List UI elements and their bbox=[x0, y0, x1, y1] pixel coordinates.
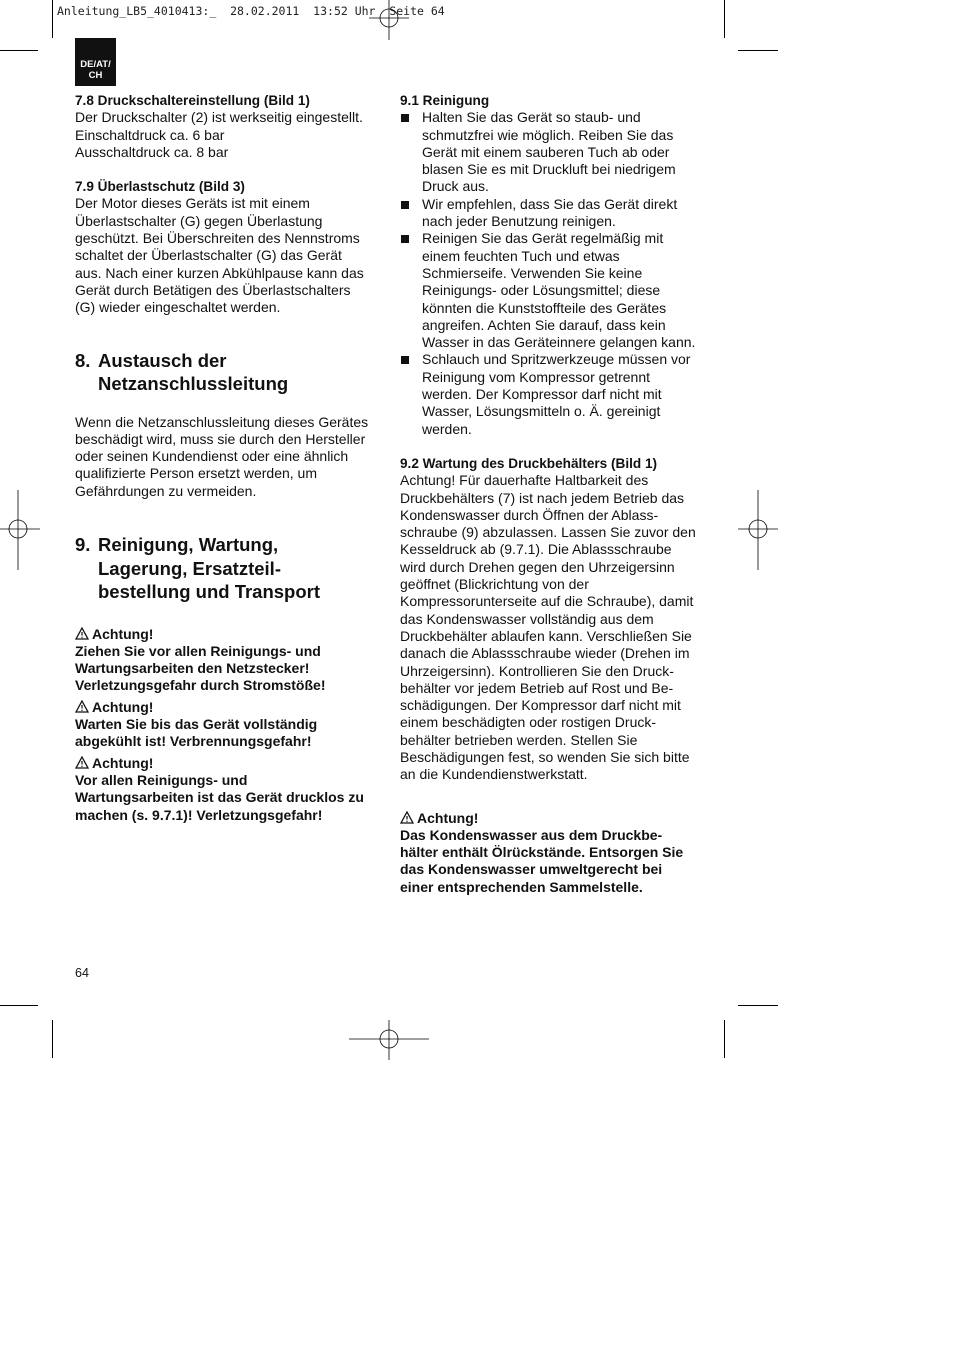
text-line: Ausschaltdruck ca. 8 bar bbox=[75, 143, 229, 160]
square-bullet-icon bbox=[401, 201, 409, 209]
crop-mark bbox=[738, 50, 778, 51]
text-line: nach jeder Benutzung reinigen. bbox=[422, 213, 616, 230]
text-line: Reinigungs- oder Lösungsmittel; diese bbox=[422, 282, 661, 299]
warning-line: Das Kondenswasser aus dem Druckbe- bbox=[400, 826, 663, 843]
text-line: Der Motor dieses Geräts ist mit einem bbox=[75, 195, 310, 212]
text-line: Gerät mit einem sauberen Tuch ab oder bbox=[422, 143, 670, 160]
chapter-heading bbox=[75, 533, 380, 604]
text-line: Kompressorunterseite auf die Schraube), damit bbox=[400, 593, 694, 610]
text-line: könnten die Kunststoffteile des Gerätes bbox=[422, 299, 667, 316]
text-line: Halten Sie das Gerät so staub- und bbox=[422, 109, 641, 126]
warning-line: abgekühlt ist! Verbrennungsgefahr! bbox=[75, 733, 312, 750]
page-number: 64 bbox=[75, 966, 89, 980]
warning-label: Achtung! bbox=[92, 698, 154, 715]
chapter-title-line: Lagerung, Ersatzteil- bbox=[98, 557, 281, 579]
badge-line: DE/AT/ bbox=[80, 59, 111, 70]
text-line: oder seinen Kundendienst oder eine ähnlich bbox=[75, 448, 349, 465]
bullet-list bbox=[400, 109, 705, 438]
text-line: (G) wieder eingeschaltet werden. bbox=[75, 299, 281, 316]
warning-triangle-icon bbox=[400, 811, 414, 824]
section-heading: 9.2 Wartung des Druckbehälters (Bild 1) bbox=[400, 455, 658, 471]
crop-mark bbox=[52, 0, 53, 38]
badge-line: CH bbox=[88, 70, 103, 81]
text-line: Gefährdungen zu vermeiden. bbox=[75, 482, 257, 499]
text-line: schraube (9) abzulassen. Lassen Sie zuvor den bbox=[400, 524, 696, 541]
text-line: Uhrzeigersinn). Kontrollieren Sie den Druck- bbox=[400, 662, 674, 679]
text-line: behälter betrieben werden. Stellen Sie bbox=[400, 731, 638, 748]
text-line: Kondenswasser durch Öffnen der Ablass- bbox=[400, 506, 659, 523]
crop-mark bbox=[738, 1005, 778, 1006]
right-column bbox=[400, 92, 705, 896]
warning-label: Achtung! bbox=[92, 754, 154, 771]
warning-line: das Kondenswasser umweltgerecht bei bbox=[400, 861, 663, 878]
warning-line: Ziehen Sie vor allen Reinigungs- und bbox=[75, 642, 321, 659]
crop-mark bbox=[0, 50, 38, 51]
warning-label: Achtung! bbox=[417, 809, 479, 826]
chapter-title-line: Reinigung, Wartung, bbox=[98, 534, 279, 556]
warning-triangle-icon bbox=[75, 756, 89, 769]
list-item bbox=[400, 196, 705, 231]
text-line: Druckbehälter ablaufen kann. Verschließen Sie bbox=[400, 627, 692, 644]
list-item bbox=[400, 351, 705, 437]
text-line: Der Druckschalter (2) ist werkseitig eingestellt. bbox=[75, 109, 363, 126]
text-line: Einschaltdruck ca. 6 bar bbox=[75, 126, 225, 143]
text-line: beschädigt wird, muss sie durch den Hersteller bbox=[75, 430, 366, 447]
warning-line: Wartungsarbeiten ist das Gerät drucklos zu bbox=[75, 789, 364, 806]
language-badge bbox=[75, 38, 116, 86]
warning-line: hälter enthält Ölrückstände. Entsorgen Sie bbox=[400, 844, 684, 861]
print-slug: Anleitung_LB5_4010413:_ 28.02.2011 13:52 Uhr Seite 64 bbox=[57, 4, 445, 18]
registration-mark-right-icon bbox=[738, 490, 778, 570]
crop-mark bbox=[724, 1020, 725, 1058]
text-line: qualifizierte Person ersetzt werden, um bbox=[75, 465, 317, 482]
text-line: Wasser, Lösungsmitteln o. Ä. gereinigt bbox=[422, 403, 661, 420]
text-line: schmutzfrei wie möglich. Reiben Sie das bbox=[422, 126, 674, 143]
warning-line: Vor allen Reinigungs- und bbox=[75, 771, 248, 788]
chapter-number: 9. bbox=[75, 534, 91, 556]
text-line: Beschädigungen fest, so wenden Sie sich bitte bbox=[400, 748, 690, 765]
warning-line: Wartungsarbeiten den Netzstecker! bbox=[75, 660, 310, 677]
text-line: Druck aus. bbox=[422, 178, 489, 195]
text-line: Reinigen Sie das Gerät regelmäßig mit bbox=[422, 230, 664, 247]
text-line: aus. Nach einer kurzen Abkühlpause kann das bbox=[75, 264, 364, 281]
crop-mark bbox=[52, 1020, 53, 1058]
text-line: blasen Sie es mit Druckluft bei niedrigem bbox=[422, 161, 676, 178]
text-line: das Kondenswasser vollständig aus dem bbox=[400, 610, 654, 627]
text-line: werden. Der Kompressor darf nicht mit bbox=[422, 386, 662, 403]
text-line: Kesseldruck ab (9.7.1). Die Ablassschraube bbox=[400, 541, 672, 558]
text-line: Wasser in das Geräteinnere gelangen kann. bbox=[422, 334, 696, 351]
warning-line: machen (s. 9.7.1)! Verletzungsgefahr! bbox=[75, 806, 323, 823]
text-line: Druckbehälters (7) ist nach jedem Betrieb das bbox=[400, 489, 685, 506]
text-line: werden. bbox=[422, 420, 472, 437]
text-line: schaltet der Überlastschalter (G) das Gerät bbox=[75, 247, 342, 264]
chapter-number: 8. bbox=[75, 349, 91, 371]
text-line: geöffnet (Blickrichtung von der bbox=[400, 576, 589, 593]
text-line: geschützt. Bei Überschreiten des Nennstroms bbox=[75, 230, 360, 247]
chapter-heading bbox=[75, 349, 380, 396]
registration-mark-left-icon bbox=[0, 490, 40, 570]
warning-heading bbox=[75, 699, 380, 716]
warning-heading bbox=[75, 755, 380, 772]
text-line: Überlastschalter (G) gegen Überlastung bbox=[75, 212, 323, 229]
text-line: danach die Ablassschraube wieder (Drehen im bbox=[400, 645, 690, 662]
section-heading: 9.1 Reinigung bbox=[400, 93, 490, 108]
square-bullet-icon bbox=[401, 356, 409, 364]
crop-mark bbox=[0, 1005, 38, 1006]
section-heading: 7.8 Druckschaltereinstellung (Bild 1) bbox=[75, 93, 310, 108]
text-line: Schlauch und Spritzwerkzeuge müssen vor bbox=[422, 351, 691, 368]
list-item bbox=[400, 109, 705, 195]
registration-mark-top-icon bbox=[369, 0, 409, 40]
left-column bbox=[75, 92, 380, 824]
paragraph bbox=[400, 472, 705, 783]
chapter-title-line: Netzanschlussleitung bbox=[98, 373, 289, 395]
warning-heading bbox=[400, 810, 705, 827]
warning-line: einer entsprechenden Sammelstelle. bbox=[400, 878, 643, 895]
warning-line: Warten Sie bis das Gerät vollständig bbox=[75, 716, 318, 733]
square-bullet-icon bbox=[401, 114, 409, 122]
warning-triangle-icon bbox=[75, 700, 89, 713]
text-line: einem feuchten Tuch und etwas bbox=[422, 247, 620, 264]
chapter-title-line: bestellung und Transport bbox=[98, 581, 321, 603]
text-line: an die Kundendienstwerkstatt. bbox=[400, 766, 588, 783]
text-line: Wir empfehlen, dass Sie das Gerät direkt bbox=[422, 195, 678, 212]
text-line: Reinigung vom Kompressor getrennt bbox=[422, 368, 651, 385]
text-line: Wenn die Netzanschlussleitung dieses Gerätes bbox=[75, 413, 369, 430]
text-line: Gerät durch Betätigen des Überlastschalters bbox=[75, 281, 351, 298]
warning-triangle-icon bbox=[75, 627, 89, 640]
text-line: einem beschädigten oder rostigen Druck- bbox=[400, 714, 657, 731]
warning-line: Verletzungsgefahr durch Stromstöße! bbox=[75, 677, 326, 694]
list-item bbox=[400, 230, 705, 351]
section-heading: 7.9 Überlastschutz (Bild 3) bbox=[75, 179, 245, 195]
registration-mark-bottom-icon bbox=[349, 1020, 429, 1060]
text-line: schädigungen. Der Kompressor darf nicht mit bbox=[400, 697, 681, 714]
text-line: Achtung! Für dauerhafte Haltbarkeit des bbox=[400, 472, 649, 489]
text-line: angreifen. Achten Sie darauf, dass kein bbox=[422, 316, 666, 333]
text-line: Schmierseife. Verwenden Sie keine bbox=[422, 264, 643, 281]
chapter-title-line: Austausch der bbox=[98, 349, 227, 371]
square-bullet-icon bbox=[401, 235, 409, 243]
warning-heading bbox=[75, 626, 380, 643]
warning-label: Achtung! bbox=[92, 625, 154, 642]
text-line: wird durch Drehen gegen den Uhrzeigersinn bbox=[400, 558, 675, 575]
text-line: behälter vor jedem Betrieb auf Rost und Be- bbox=[400, 679, 674, 696]
crop-mark bbox=[724, 0, 725, 38]
